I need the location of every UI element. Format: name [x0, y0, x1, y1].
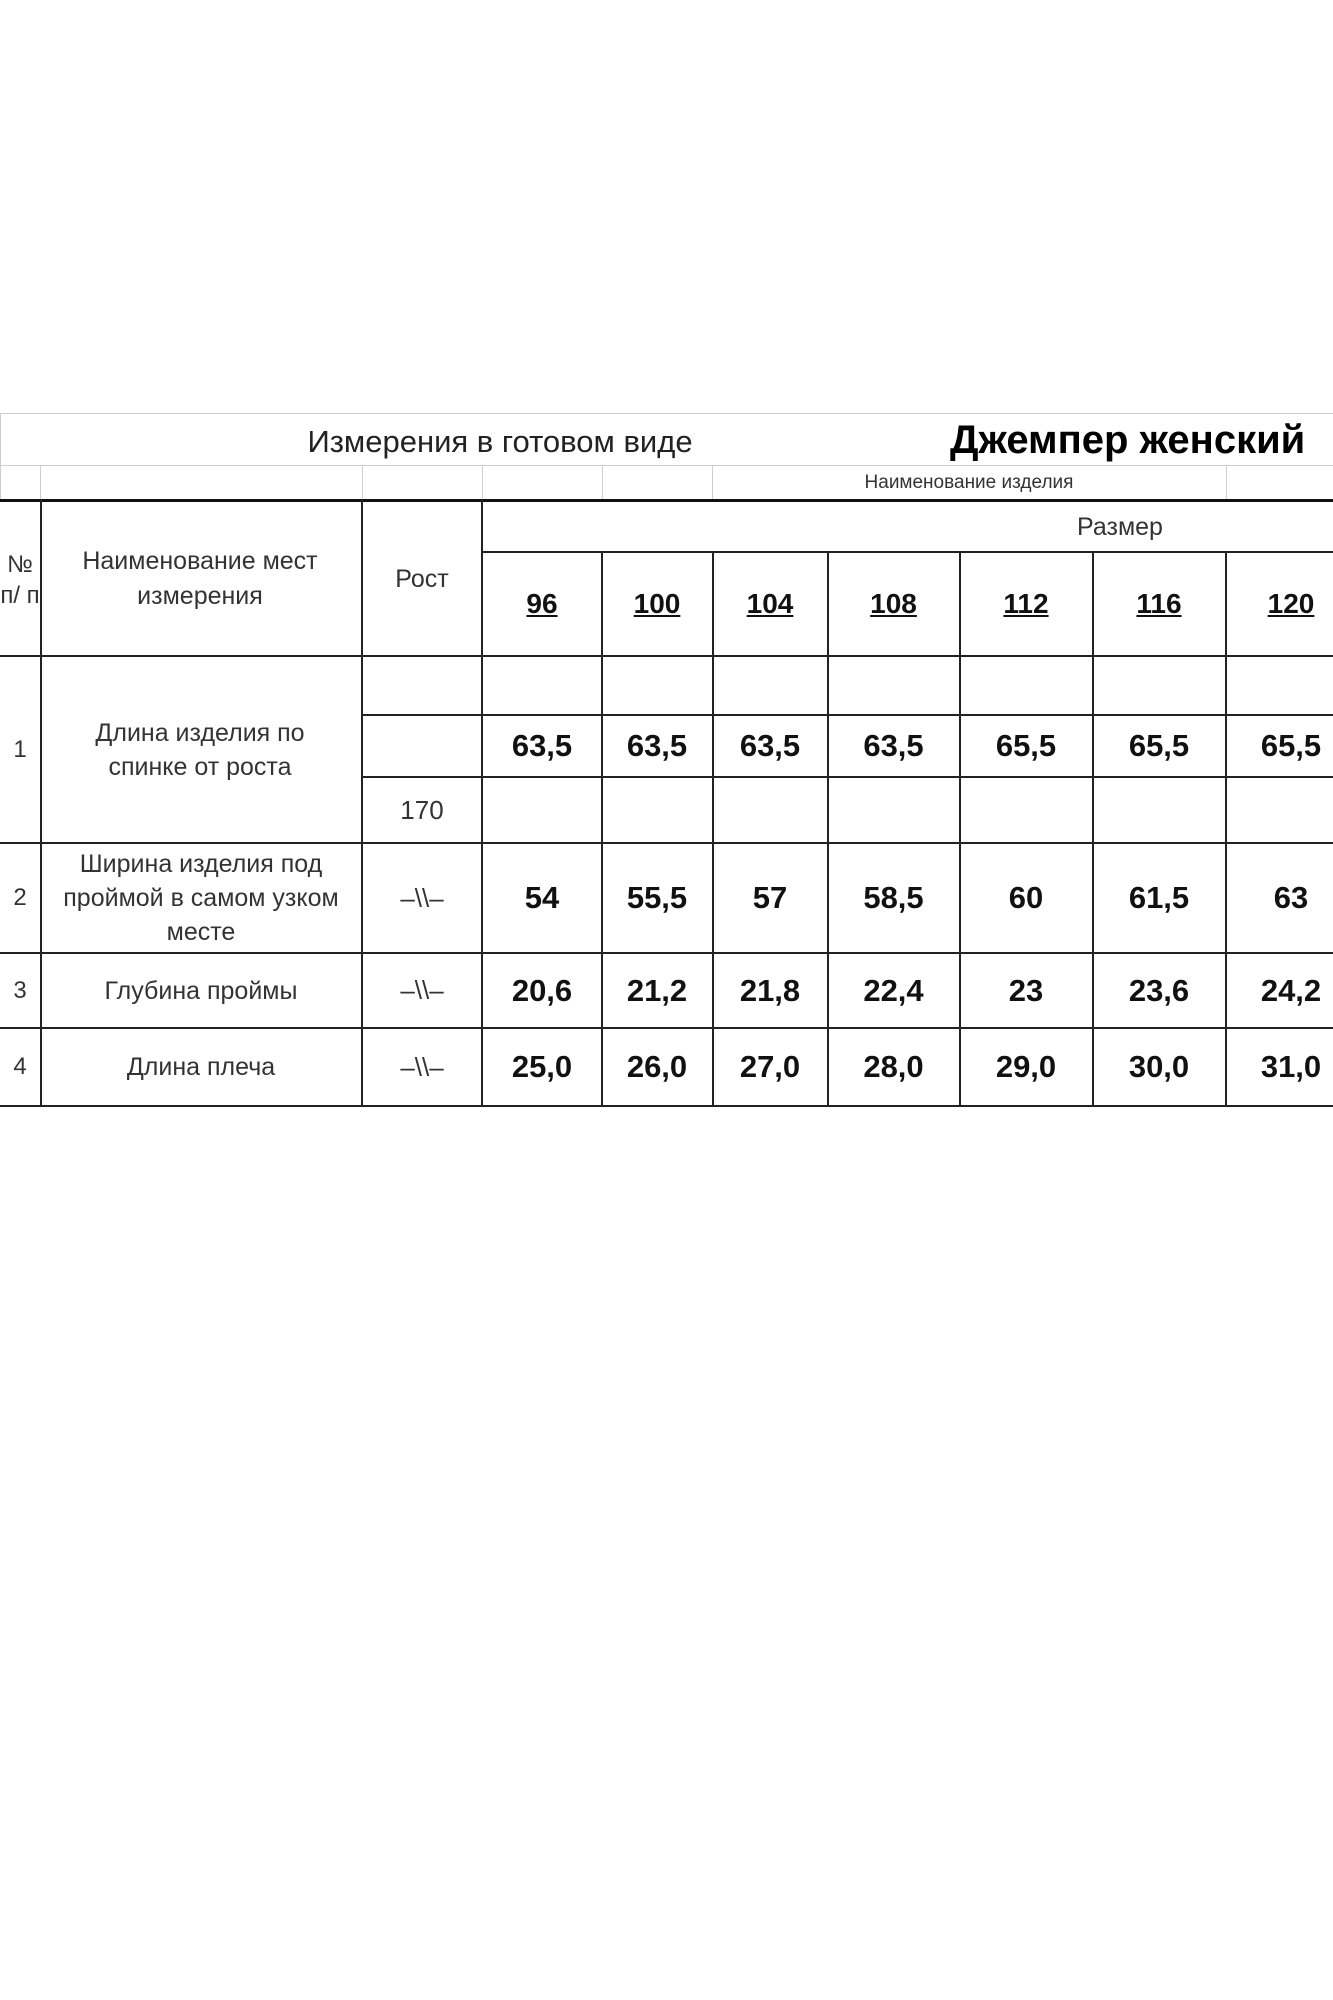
column-header-height: Рост: [395, 564, 449, 593]
row-3-value-120: 24,2: [1260, 972, 1322, 1008]
row-2-value-100: 55,5: [626, 880, 688, 915]
product-caption: Наименование изделия: [864, 472, 1074, 493]
row-1-value-100: 63,5: [626, 728, 688, 763]
row-4-value-116: 30,0: [1128, 1049, 1190, 1084]
row-4-value-104: 27,0: [739, 1049, 801, 1084]
row-4-value-112: 29,0: [995, 1049, 1057, 1084]
row-4-number: 4: [13, 1053, 27, 1080]
row-3-height: –\\–: [400, 975, 444, 1005]
row-2-value-108: 58,5: [863, 880, 924, 915]
grid-line: [482, 465, 483, 499]
row-3-value-112: 23: [1008, 972, 1044, 1008]
row-4-value-108: 28,0: [863, 1049, 924, 1084]
row-2-value-116: 61,5: [1128, 880, 1190, 915]
row-2-value-96: 54: [524, 880, 560, 915]
row-3-value-108: 22,4: [863, 972, 924, 1008]
row-1-value-120: 65,5: [1260, 728, 1322, 763]
size-104: 104: [746, 588, 794, 619]
row-1-number: 1: [13, 735, 27, 763]
row-4-value-100: 26,0: [626, 1049, 688, 1084]
row-3-value-116: 23,6: [1128, 972, 1190, 1008]
row-1-value-104: 63,5: [739, 728, 801, 763]
row-2-value-112: 60: [1008, 880, 1044, 915]
product-name: Джемпер женский: [950, 417, 1306, 462]
row-2-measurement-name: Ширина изделия под проймой в самом узком месте: [63, 850, 339, 946]
grid-line: [363, 776, 1333, 778]
grid-line: [40, 499, 42, 1107]
grid-line: [362, 465, 363, 499]
grid-line: [0, 413, 1333, 414]
column-header-measurement: Наименование мест измерения: [82, 547, 318, 610]
row-3-number: 3: [13, 976, 27, 1004]
grid-line: [40, 465, 41, 499]
row-1-measurement-name: Длина изделия по спинке от роста: [95, 718, 305, 781]
grid-line: [0, 499, 1333, 502]
row-4-value-96: 25,0: [511, 1049, 573, 1084]
row-1-height: 170: [400, 794, 444, 825]
row-3-measurement-name: Глубина проймы: [104, 976, 298, 1005]
grid-line: [0, 1105, 1333, 1107]
size-chart-table: [0, 413, 1333, 1108]
size-108: 108: [870, 588, 917, 619]
row-1-value-96: 63,5: [511, 728, 573, 763]
grid-line: [0, 465, 1333, 466]
row-1-value-116: 65,5: [1128, 728, 1190, 763]
row-4-value-120: 31,0: [1260, 1049, 1322, 1084]
row-3-value-104: 21,8: [739, 972, 801, 1008]
row-4-measurement-name: Длина плеча: [126, 1053, 276, 1081]
row-1-value-112: 65,5: [995, 728, 1057, 763]
size-116: 116: [1136, 588, 1182, 619]
row-2-value-120: 63: [1273, 880, 1309, 915]
table-title: Измерения в готовом виде: [307, 424, 693, 459]
row-1-value-108: 63,5: [863, 728, 924, 763]
row-4-height: –\\–: [400, 1051, 444, 1082]
column-header-number: № п/ п: [0, 551, 40, 609]
grid-line: [0, 413, 1, 499]
row-3-value-100: 21,2: [626, 972, 688, 1008]
grid-line: [1226, 465, 1227, 499]
size-96: 96: [526, 588, 558, 619]
row-2-height: –\\–: [400, 882, 444, 913]
size-112: 112: [1003, 588, 1049, 619]
column-header-size: Размер: [1077, 512, 1163, 541]
row-2-value-104: 57: [752, 880, 788, 915]
size-100: 100: [633, 588, 681, 619]
size-120: 120: [1267, 588, 1315, 619]
row-3-value-96: 20,6: [511, 972, 573, 1008]
grid-line: [602, 465, 603, 499]
row-2-number: 2: [13, 884, 27, 911]
